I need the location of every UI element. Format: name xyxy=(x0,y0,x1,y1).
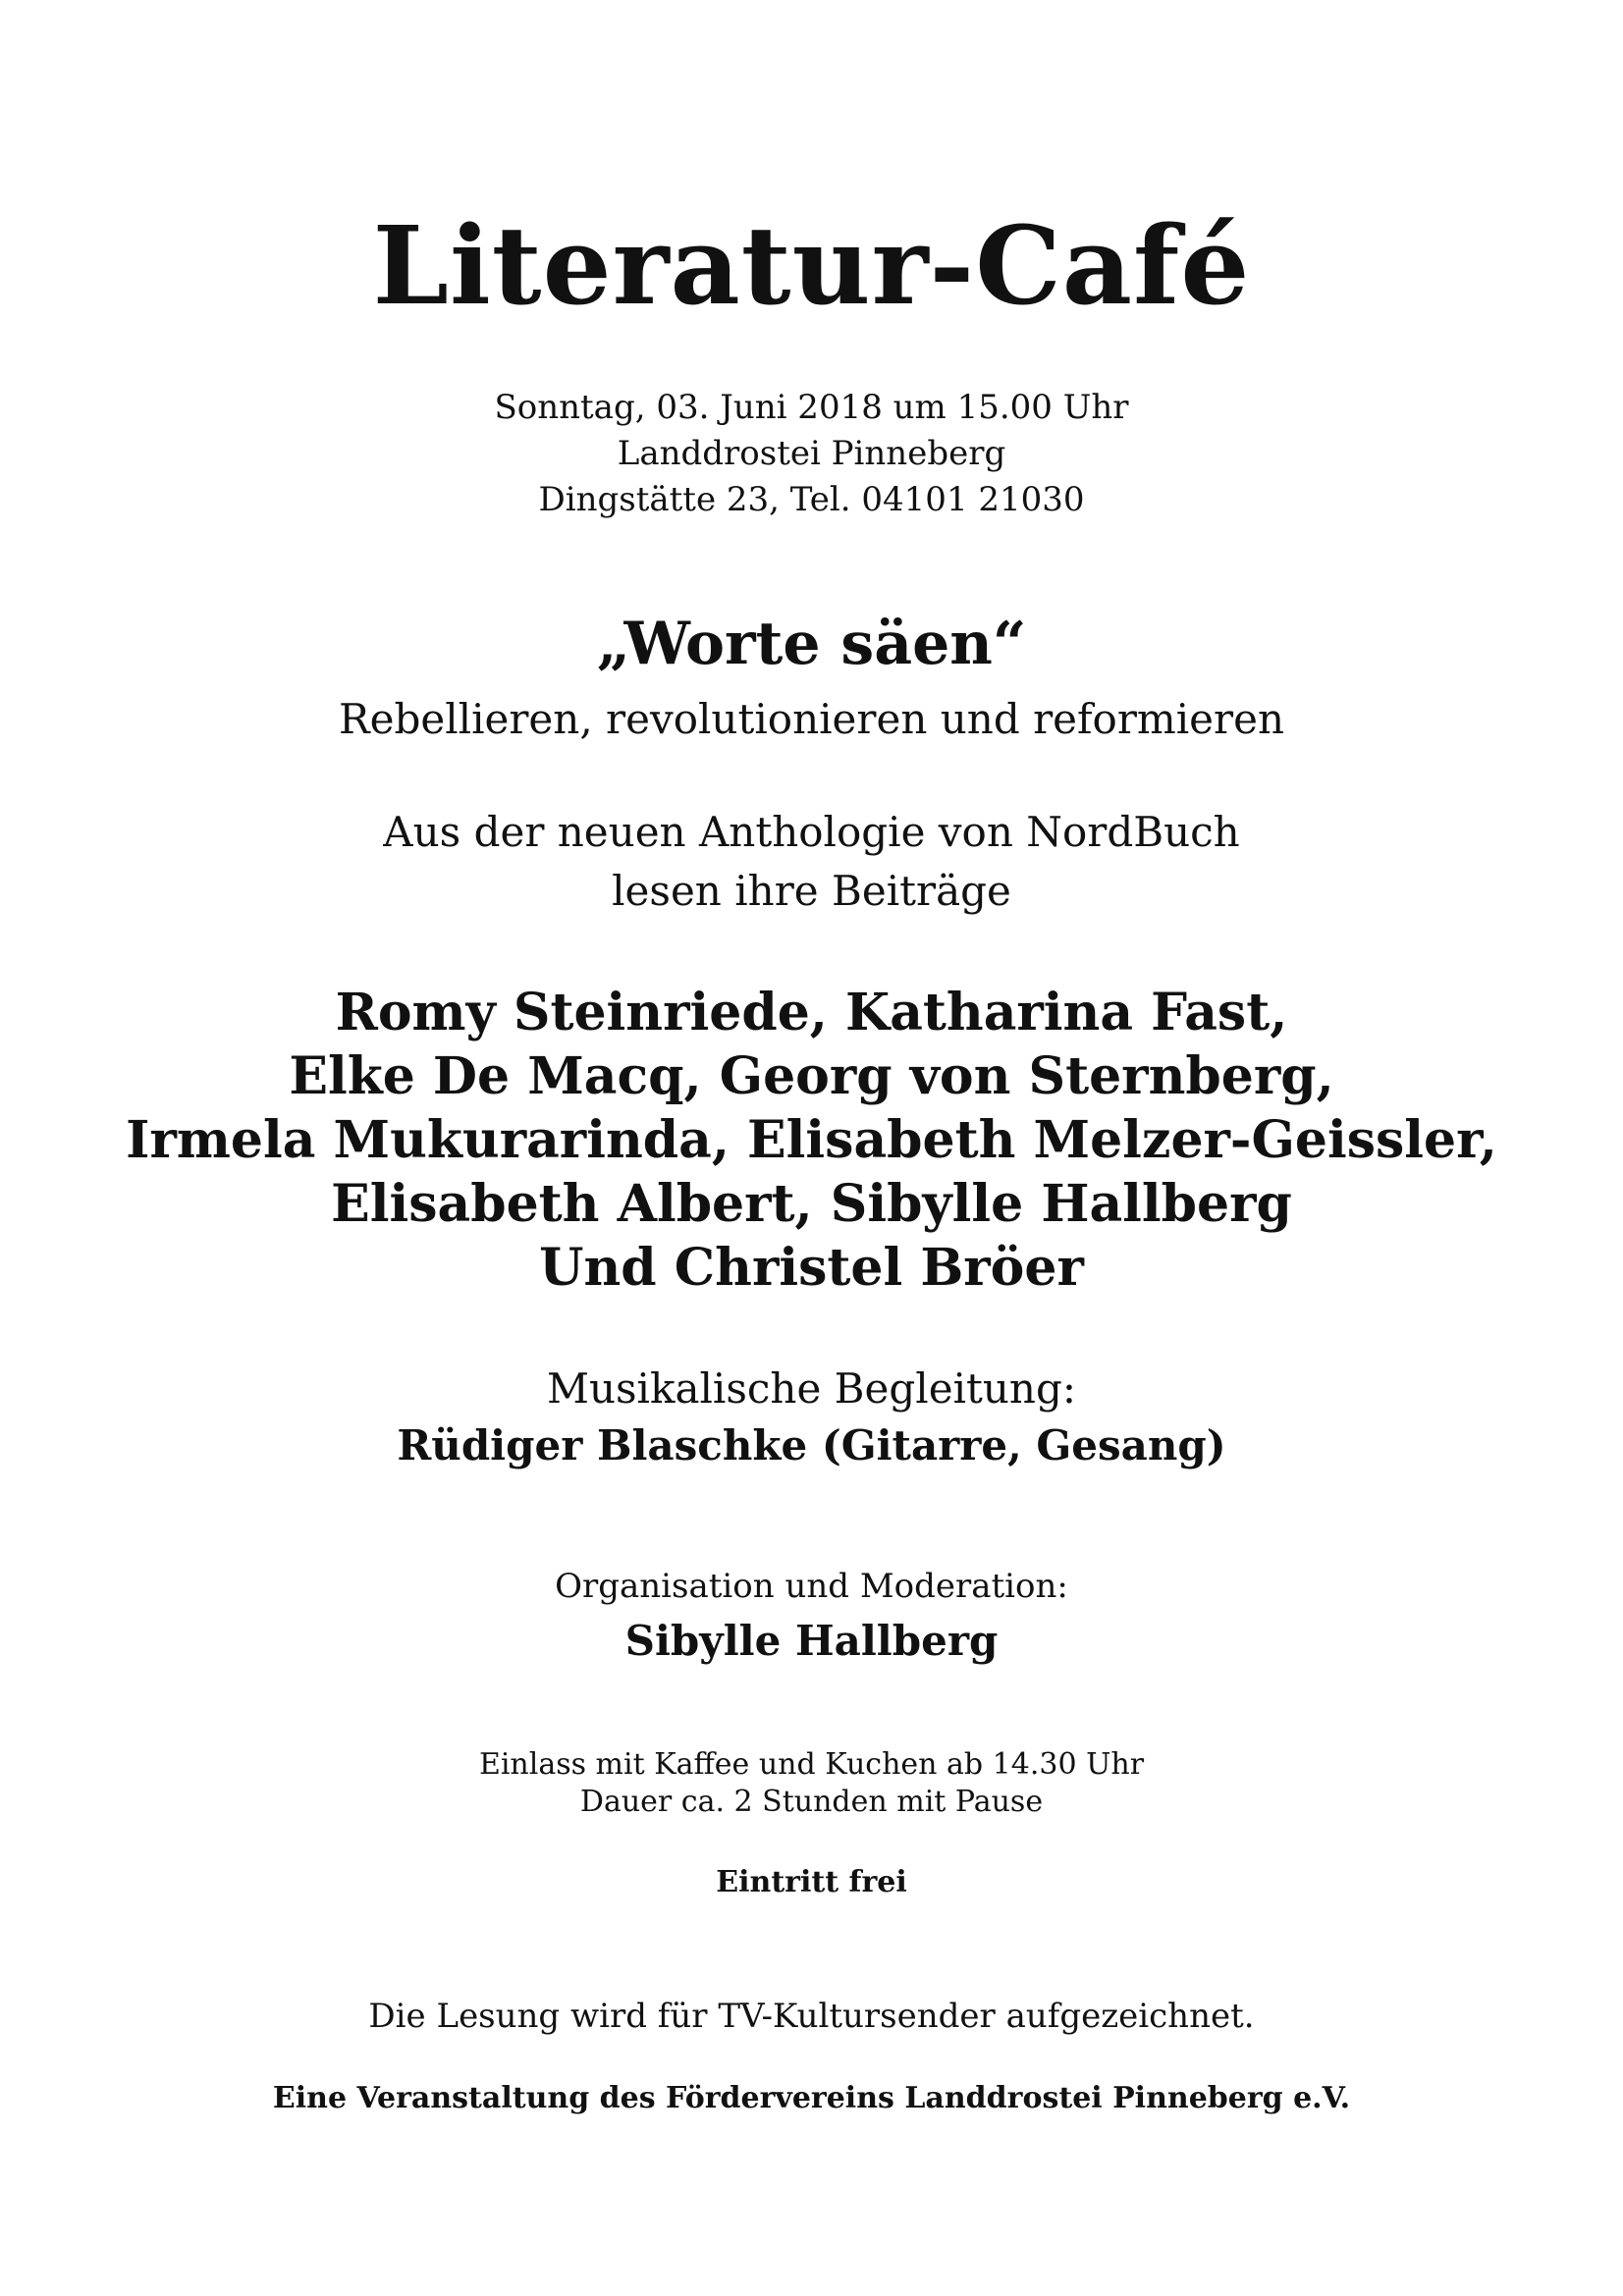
program-subtitle: Rebellieren, revolutionieren und reformieren xyxy=(338,695,1285,743)
organisation-label: Organisation und Moderation: xyxy=(555,1567,1068,1606)
program-title: „Worte säen“ xyxy=(596,610,1027,678)
event-date: Sonntag, 03. Juni 2018 um 15.00 Uhr xyxy=(494,388,1129,427)
anthology-intro-line-1: Aus der neuen Anthologie von NordBuch xyxy=(383,808,1240,856)
music-label: Musikalische Begleitung: xyxy=(546,1364,1077,1413)
reader-line: Elke De Macq, Georg von Sternberg, xyxy=(289,1046,1334,1106)
reader-line: Und Christel Bröer xyxy=(539,1238,1084,1298)
event-duration: Dauer ca. 2 Stunden mit Pause xyxy=(579,1785,1044,1819)
admission-time: Einlass mit Kaffee und Kuchen ab 14.30 Uhr xyxy=(478,1747,1145,1782)
event-address: Dingstätte 23, Tel. 04101 21030 xyxy=(538,480,1085,519)
reader-line: Irmela Mukurarinda, Elisabeth Melzer-Geissler, xyxy=(126,1110,1497,1170)
reader-line: Elisabeth Albert, Sibylle Hallberg xyxy=(331,1174,1292,1234)
anthology-intro-line-2: lesen ihre Beiträge xyxy=(612,867,1011,915)
flyer-title: Literatur-Café xyxy=(372,202,1251,329)
organizer-note: Eine Veranstaltung des Fördervereins Landdrostei Pinneberg e.V. xyxy=(272,2081,1351,2115)
organisation-name: Sibylle Hallberg xyxy=(624,1617,999,1665)
recording-note: Die Lesung wird für TV-Kultursender aufgezeichnet. xyxy=(368,1997,1255,2036)
entry-note: Eintritt frei xyxy=(716,1865,907,1899)
reader-line: Romy Steinriede, Katharina Fast, xyxy=(335,983,1288,1042)
music-name: Rüdiger Blaschke (Gitarre, Gesang) xyxy=(397,1421,1226,1469)
event-venue: Landdrostei Pinneberg xyxy=(617,434,1006,473)
